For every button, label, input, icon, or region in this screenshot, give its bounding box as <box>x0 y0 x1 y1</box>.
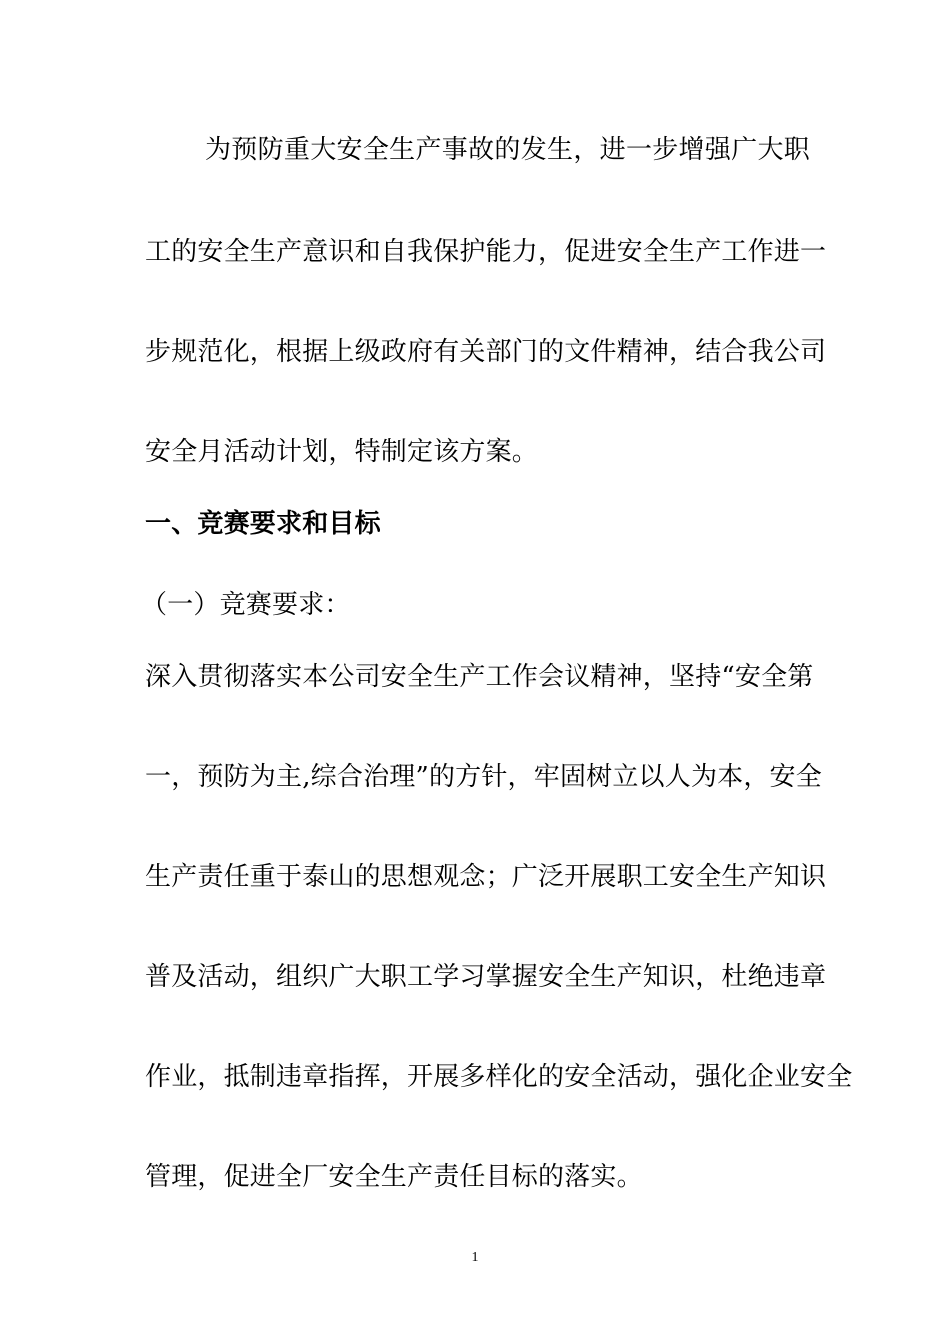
intro-paragraph-line: 为预防重大安全生产事故的发生，进一步增强广大职 <box>205 135 810 165</box>
body-paragraph-line: 深入贯彻落实本公司安全生产工作会议精神，坚持“安全第 <box>145 662 814 692</box>
intro-paragraph-line: 安全月活动计划，特制定该方案。 <box>145 437 539 467</box>
intro-paragraph-line: 工的安全生产意识和自我保护能力，促进安全生产工作进一 <box>145 237 827 267</box>
section-heading: 一、竞赛要求和目标 <box>145 509 381 539</box>
intro-paragraph-line: 步规范化，根据上级政府有关部门的文件精神，结合我公司 <box>145 337 827 367</box>
body-paragraph-line: 作业，抵制违章指挥，开展多样化的安全活动，强化企业安全 <box>145 1062 853 1092</box>
body-paragraph-line: 生产责任重于泰山的思想观念；广泛开展职工安全生产知识 <box>145 862 827 892</box>
body-paragraph-line: 一，预防为主,综合治理”的方针，牢固树立以人为本，安全 <box>145 762 822 792</box>
subsection-heading: （一）竞赛要求： <box>141 590 351 620</box>
body-paragraph-line: 管理，促进全厂安全生产责任目标的落实。 <box>145 1162 643 1192</box>
body-paragraph-line: 普及活动，组织广大职工学习掌握安全生产知识，杜绝违章 <box>145 962 827 992</box>
page-number: 1 <box>471 1250 479 1265</box>
